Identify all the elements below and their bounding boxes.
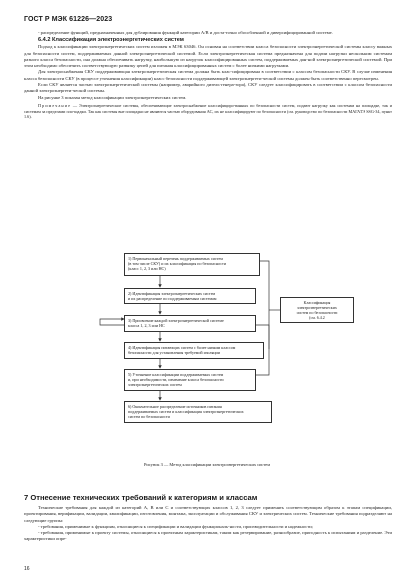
figure-caption: Рисунок 3 — Метод классификации электроэнергетических систем [143,462,271,467]
document-header: ГОСТ Р МЭК 61226—2023 [24,16,113,23]
step-3-box: 3) Присвоение каждой электроэнергетической системе класса 1, 2, 3 или НС [124,315,256,332]
note-paragraph [24,103,392,120]
section-heading: 7 Отнесение технических требований к категориям и классам [24,493,258,502]
step-4-box: 4) Идентификация питающих систем с более низким классом безопасности для установления требуемой изоляции [124,342,264,359]
step-5-box: 5) Уточнение классификации поддерживаемых систем и, при необходимости, изменение класса безопасности электроэнергетических систем [124,369,256,391]
paragraph: Для электроснабжения СКУ поддерживающая электроэнергетическая система должна быть клас-сифицирована в соответствии с классом безопасности СКУ. В случае изменения класса безопасности СКУ (в процессе уточнения классификации) класс безопасности поддерживающей электроэнергети-ческой системы должен быть соответственно пересмотрен. [24,69,392,81]
paragraph: Если СКУ является частью электроэнергетической системы (например, аварийного дизель-генера-тора), СКУ следует классифицировать в соответствии с классом безопасности данной электроэнергети-ческой системы. [24,82,392,94]
paragraph: На рисунке 3 показан метод классификации электроэнергетических систем. [38,94,187,100]
classification-side-box: Классификация электроэнергетических систем по безопасности (см. 6.4.2 [280,297,354,323]
classification-flow-diagram [88,253,358,449]
paragraph: Технические требования для каждой из категорий А, В или С и соответствующих классов 1, 2, 3 следует применять соответствующим образом к этапам спецификации, проектирования, верификации, валидации, квалификации, изготовления, монтажа, эксплуатации и обслуживания СКУ и электрических систем. Технические требования подразделяют на следующие группы: [24,505,392,523]
step-6-box: 6) Окончательное распределение источников питания поддерживаемых систем и классификация электроэнергетических систем по безопасности [124,401,272,423]
paragraph: Подход к классификации электроэнергетических систем изложен в МЭК 63046. Он основан на соответствии класса безопасности электроэнергетической системы классу важных для безопасности систем, поддерживаемых данной электроэнергетической системой. Если электроэнергетическая система предназначена для подачи нагрузки нескольким системам разного класса безопасности, она должна обеспечивать нагрузку, наибольшую из нагрузок классифицированных систем, поддерживаемых дан-ной электроэнергетической системой. При этом необходимо обеспечить соответствующую развязку цепей для питания классифицированных систем с более низкими нагрузками. [24,44,392,69]
list-item: - требования, применимые к проекту системы, относящиеся к проектным характеристикам, таким как резервирование, разнообразие, пригодность к испытаниям и разделение. Эти характеристики опре- [24,530,392,542]
page-number: 16 [24,566,30,572]
list-item: - требования, применимые к функциям, относящиеся к спецификации и валидации функциональ-ности, производительности и надежности; [38,523,313,529]
lower-text-block [24,505,392,543]
note-label: Примечание [38,102,72,108]
paragraph: - распределение функций, предназначенных для дублирования функций категории А/В и доста-точно обособленной и диверсифицированной системе. [38,30,333,35]
subsection-heading: 6.4.2 Классификация электроэнергетических систем [38,37,184,44]
upper-text-block [24,30,392,120]
note-text: — Электроэнергетические системы, обеспечивающие электроснабжение классифициро-ванных по безопасности систем, подают нагрузку как системам на площадке, так и системам за пределами пло-щадки. Так как системы вне площадки не являются частью оборудования АС, их не классифицируют по безопасности (см. руководство по безопасности МАГАТЭ SSG-34, пункт 1.6). [24,102,392,120]
step-2-box: 2) Идентификация электроэнергетических систем и их распределение по поддерживаемым системам [124,288,256,304]
step-1-box: 1) Первоначальный перечень поддерживаемых систем (в том числе СКУ) и их классификация по безопасности (класс 1, 2, 3 или НС) [124,253,260,276]
